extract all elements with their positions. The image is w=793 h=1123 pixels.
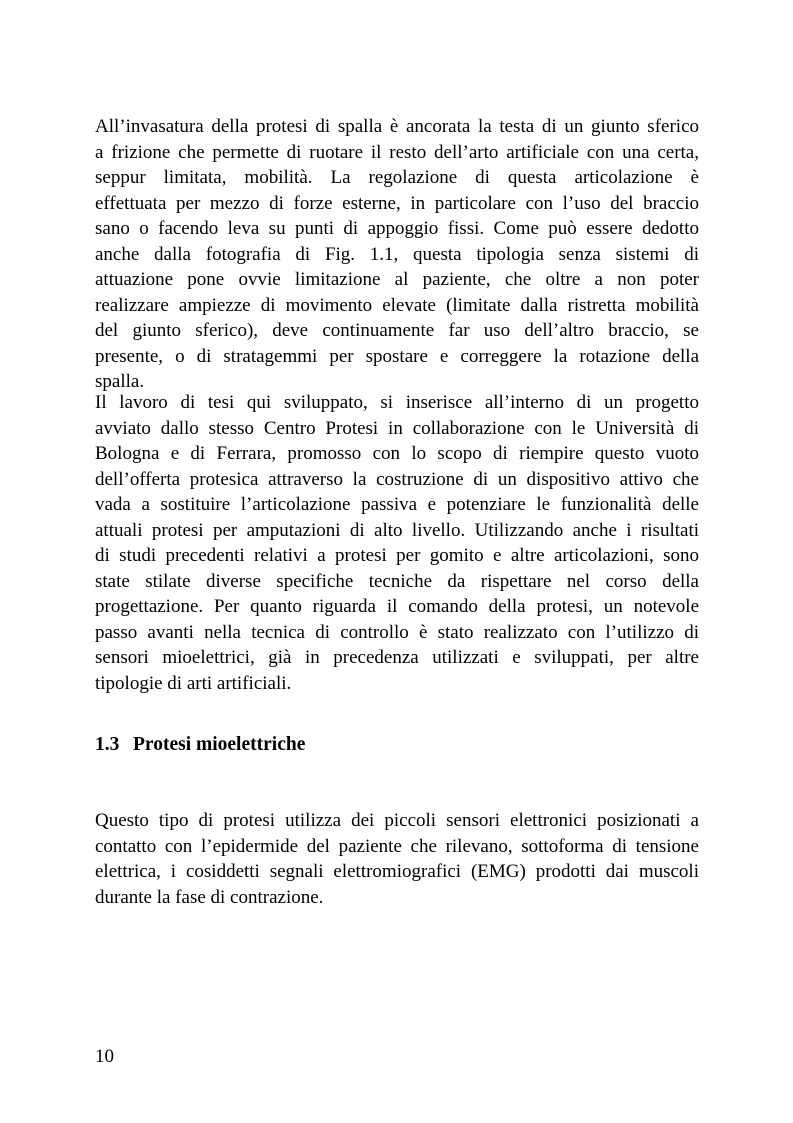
- text-line: effettuata per mezzo di forze esterne, in particolare con l’uso del braccio: [95, 192, 699, 214]
- section-number: 1.3: [95, 734, 120, 755]
- text-line: di studi precedenti relativi a protesi per gomito e altre articolazioni, sono: [95, 545, 699, 566]
- text-line: vada a sostituire l’articolazione passiva e potenziare le funzionalità delle: [95, 494, 699, 515]
- section-title: Protesi mioelettriche: [133, 734, 306, 755]
- text-line: realizzare ampiezze di movimento elevate (limitate dalla ristretta mobilità: [95, 294, 699, 316]
- page-number: 10: [95, 1046, 114, 1067]
- text-line: sano o facendo leva su punti di appoggio fissi. Come può essere dedotto: [95, 218, 699, 239]
- section-heading: [95, 734, 305, 756]
- text-line: spalla.: [95, 371, 145, 392]
- text-line: elettrica, i cosiddetti segnali elettromiografici (EMG) prodotti dai muscoli: [95, 861, 699, 882]
- text-line: Il lavoro di tesi qui sviluppato, si inserisce all’interno di un progetto: [95, 392, 699, 413]
- text-line: Bologna e di Ferrara, promosso con lo scopo di riempire questo vuoto: [95, 443, 699, 464]
- text-line: Questo tipo di protesi utilizza dei piccoli sensori elettronici posizionati a: [95, 810, 699, 831]
- text-line: tipologie di arti artificiali.: [95, 672, 292, 694]
- text-line: progettazione. Per quanto riguarda il comando della protesi, un notevole: [95, 596, 699, 617]
- text-line: a frizione che permette di ruotare il resto dell’arto artificiale con una certa,: [95, 141, 699, 163]
- text-line: durante la fase di contrazione.: [95, 886, 324, 908]
- text-line: state stilate diverse specifiche tecniche da rispettare nel corso della: [95, 570, 699, 592]
- text-line: All’invasatura della protesi di spalla è ancorata la testa di un giunto sferico: [95, 116, 699, 137]
- text-line: dell’offerta protesica attraverso la costruzione di un dispositivo attivo che: [95, 468, 699, 490]
- text-line: anche dalla fotografia di Fig. 1.1, questa tipologia senza sistemi di: [95, 243, 699, 265]
- paragraph-thesis-project: [95, 390, 699, 696]
- text-line: sensori mioelettrici, già in precedenza utilizzati e sviluppati, per altre: [95, 647, 699, 668]
- text-line: avviato dallo stesso Centro Protesi in collaborazione con le Università di: [95, 417, 699, 439]
- text-line: contatto con l’epidermide del paziente che rilevano, sottoforma di tensione: [95, 835, 699, 857]
- paragraph-shoulder-prosthesis: [95, 114, 699, 395]
- text-line: seppur limitata, mobilità. La regolazione di questa articolazione è: [95, 167, 699, 188]
- text-line: del giunto sferico), deve continuamente far uso dell’altro braccio, se: [95, 320, 699, 341]
- paragraph-myoelectric: [95, 808, 699, 910]
- text-line: passo avanti nella tecnica di controllo è stato realizzato con l’utilizzo di: [95, 621, 699, 643]
- text-line: attuazione pone ovvie limitazione al paziente, che oltre a non poter: [95, 269, 699, 290]
- text-line: presente, o di stratagemmi per spostare e correggere la rotazione della: [95, 345, 699, 367]
- text-line: attuali protesi per amputazioni di alto livello. Utilizzando anche i risultati: [95, 519, 699, 541]
